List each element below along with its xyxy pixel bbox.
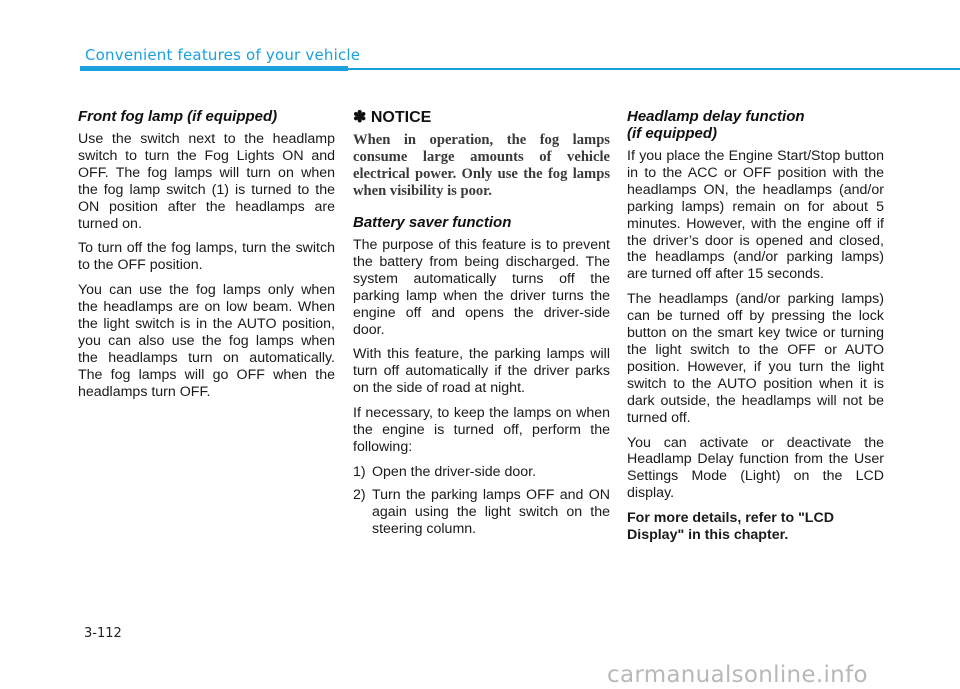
list-item (353, 464, 610, 481)
headlamp-delay-paragraph: You can activate or deactivate the Headlamp Delay function from the User Settings Mode (Light) on the LCD display. (627, 434, 884, 502)
list-item (353, 487, 610, 538)
headlamp-delay-heading-line: Headlamp delay function (627, 108, 805, 125)
lcd-display-note: For more details, refer to "LCD Display" in this chapter. (627, 510, 834, 544)
headlamp-delay-paragraph: The headlamps (and/or parking lamps) can be turned off by pressing the lock button on the smart key twice or turning the light switch to the OFF or AUTO position. However, if you turn the light switch to the AUTO position when it is dark outside, the headlamps will not be turned off. (627, 291, 884, 426)
headlamp-delay-heading (627, 108, 884, 142)
header-rule (348, 68, 960, 70)
fog-lamp-paragraph: Use the switch next to the headlamp switch to turn the Fog Lights ON and OFF. The fog lamps will turn on when the fog lamp switch (1) is turned to the ON position after the headlamps are turned on. (78, 131, 335, 232)
fog-lamp-heading: Front fog lamp (if equipped) (78, 108, 278, 125)
watermark: carmanualsonline.info (607, 662, 868, 688)
column-fog-lamp (78, 108, 335, 409)
fog-lamp-paragraph: To turn off the fog lamps, turn the switch to the OFF position. (78, 240, 335, 274)
section-title: Convenient features of your vehicle (85, 46, 361, 64)
battery-saver-heading: Battery saver function (353, 214, 512, 231)
battery-saver-paragraph: If necessary, to keep the lamps on when the engine is turned off, perform the following: (353, 405, 610, 455)
column-battery-saver (353, 108, 610, 544)
page-number: 3-112 (84, 626, 122, 641)
notice-title: ✽ NOTICE (353, 109, 432, 126)
list-number: 2) (353, 486, 366, 503)
headlamp-delay-paragraph: If you place the Engine Start/Stop button in to the ACC or OFF position with the headlamps ON, the headlamps (and/or parking lamps) remain on for about 5 minutes. However, with the engine off if the driver’s door is opened and closed, the headlamps (and/or parking lamps) are turned off after 15 seconds. (627, 148, 884, 283)
list-text: Turn the parking lamps OFF and ON again using the light switch on the steering column. (372, 486, 610, 537)
header-accent-bar (80, 66, 348, 71)
notice-body: When in operation, the fog lamps consume large amounts of vehicle electrical power. Only use the fog lamps when visibility is poor. (353, 132, 610, 199)
list-number: 1) (353, 463, 366, 480)
battery-saver-paragraph: The purpose of this feature is to prevent the battery from being discharged. The system automatically turns off the parking lamp when the driver turns the engine off and opens the driver-side door. (353, 237, 610, 338)
fog-lamp-paragraph: You can use the fog lamps only when the headlamps are on low beam. When the light switch is in the AUTO position, you can also use the fog lamps when the headlamps turn on automatically. The fog lamps will go OFF when the headlamps turn OFF. (78, 282, 335, 400)
column-headlamp-delay (627, 108, 884, 552)
list-text: Open the driver-side door. (372, 463, 537, 480)
battery-saver-paragraph: With this feature, the parking lamps will turn off automatically if the driver parks on the side of road at night. (353, 346, 610, 397)
headlamp-delay-heading-line: (if equipped) (627, 125, 717, 142)
